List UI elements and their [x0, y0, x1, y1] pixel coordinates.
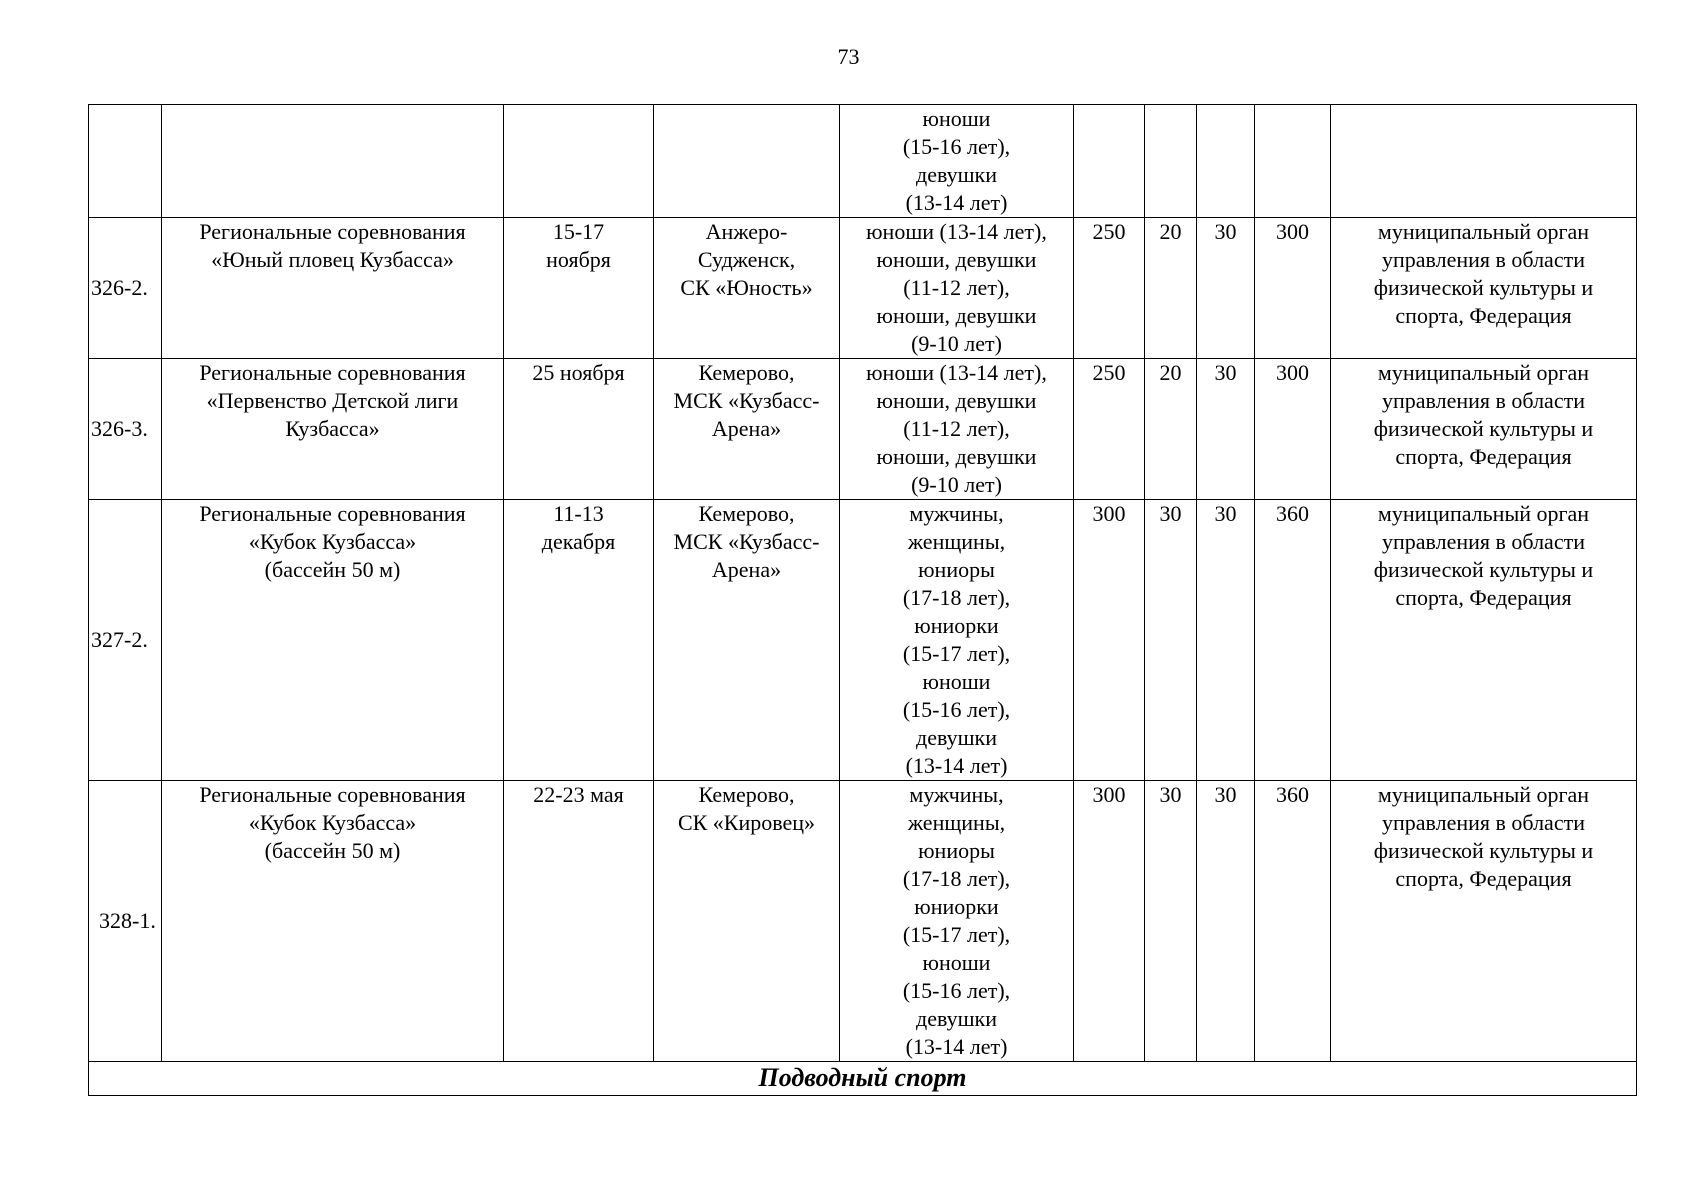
event-name: Региональные соревнования «Кубок Кузбасса» (бассейн 50 м): [162, 500, 504, 781]
event-organizer: муниципальный орган управления в области физической культуры и спорта, Федерация: [1331, 218, 1637, 359]
event-place: Анжеро- Судженск, СК «Юность»: [654, 218, 840, 359]
count-cell: 300: [1074, 500, 1145, 781]
count-cell: 250: [1074, 359, 1145, 500]
table-row: [89, 359, 1637, 500]
event-participants: юноши (15-16 лет), девушки (13-14 лет): [840, 105, 1074, 218]
table-row: [89, 105, 1637, 218]
event-participants: юноши (13-14 лет), юноши, девушки (11-12 лет), юноши, девушки (9-10 лет): [840, 359, 1074, 500]
section-title: Подводный спорт: [89, 1062, 1637, 1096]
count-cell: [1074, 105, 1145, 218]
event-organizer: [1331, 105, 1637, 218]
count-cell: 360: [1255, 781, 1331, 1062]
count-cell: 300: [1255, 218, 1331, 359]
count-cell: [1145, 105, 1197, 218]
table-row: [89, 500, 1637, 781]
count-cell: [1255, 105, 1331, 218]
events-table: [88, 104, 1637, 1096]
row-number: [89, 105, 162, 218]
event-participants: мужчины, женщины, юниоры (17-18 лет), юниорки (15-17 лет), юноши (15-16 лет), девушки (13-14 лет): [840, 781, 1074, 1062]
count-cell: 250: [1074, 218, 1145, 359]
event-name: [162, 105, 504, 218]
row-number: 326-2.: [89, 218, 162, 359]
page-number: 73: [837, 44, 860, 69]
count-cell: 30: [1197, 218, 1255, 359]
event-name: Региональные соревнования «Первенство Детской лиги Кузбасса»: [162, 359, 504, 500]
event-dates: 22-23 мая: [504, 781, 654, 1062]
table-row: [89, 781, 1637, 1062]
count-cell: 360: [1255, 500, 1331, 781]
section-row: [89, 1062, 1637, 1096]
count-cell: 30: [1145, 781, 1197, 1062]
event-place: Кемерово, МСК «Кузбасс- Арена»: [654, 500, 840, 781]
count-cell: [1197, 105, 1255, 218]
event-organizer: муниципальный орган управления в области физической культуры и спорта, Федерация: [1331, 781, 1637, 1062]
count-cell: 20: [1145, 359, 1197, 500]
event-dates: 15-17 ноября: [504, 218, 654, 359]
count-cell: 300: [1255, 359, 1331, 500]
event-organizer: муниципальный орган управления в области физической культуры и спорта, Федерация: [1331, 359, 1637, 500]
event-place: Кемерово, МСК «Кузбасс- Арена»: [654, 359, 840, 500]
event-place: Кемерово, СК «Кировец»: [654, 781, 840, 1062]
event-place: [654, 105, 840, 218]
count-cell: 30: [1197, 500, 1255, 781]
event-participants: мужчины, женщины, юниоры (17-18 лет), юниорки (15-17 лет), юноши (15-16 лет), девушки (13-14 лет): [840, 500, 1074, 781]
count-cell: 30: [1197, 781, 1255, 1062]
event-dates: 11-13 декабря: [504, 500, 654, 781]
table-row: [89, 218, 1637, 359]
count-cell: 30: [1197, 359, 1255, 500]
event-name: Региональные соревнования «Кубок Кузбасса» (бассейн 50 м): [162, 781, 504, 1062]
event-participants: юноши (13-14 лет), юноши, девушки (11-12 лет), юноши, девушки (9-10 лет): [840, 218, 1074, 359]
event-dates: 25 ноября: [504, 359, 654, 500]
count-cell: 30: [1145, 500, 1197, 781]
count-cell: 300: [1074, 781, 1145, 1062]
event-name: Региональные соревнования «Юный пловец Кузбасса»: [162, 218, 504, 359]
row-number: 326-3.: [89, 359, 162, 500]
count-cell: 20: [1145, 218, 1197, 359]
event-dates: [504, 105, 654, 218]
event-organizer: муниципальный орган управления в области физической культуры и спорта, Федерация: [1331, 500, 1637, 781]
row-number: 328-1.: [89, 781, 162, 1062]
row-number: 327-2.: [89, 500, 162, 781]
